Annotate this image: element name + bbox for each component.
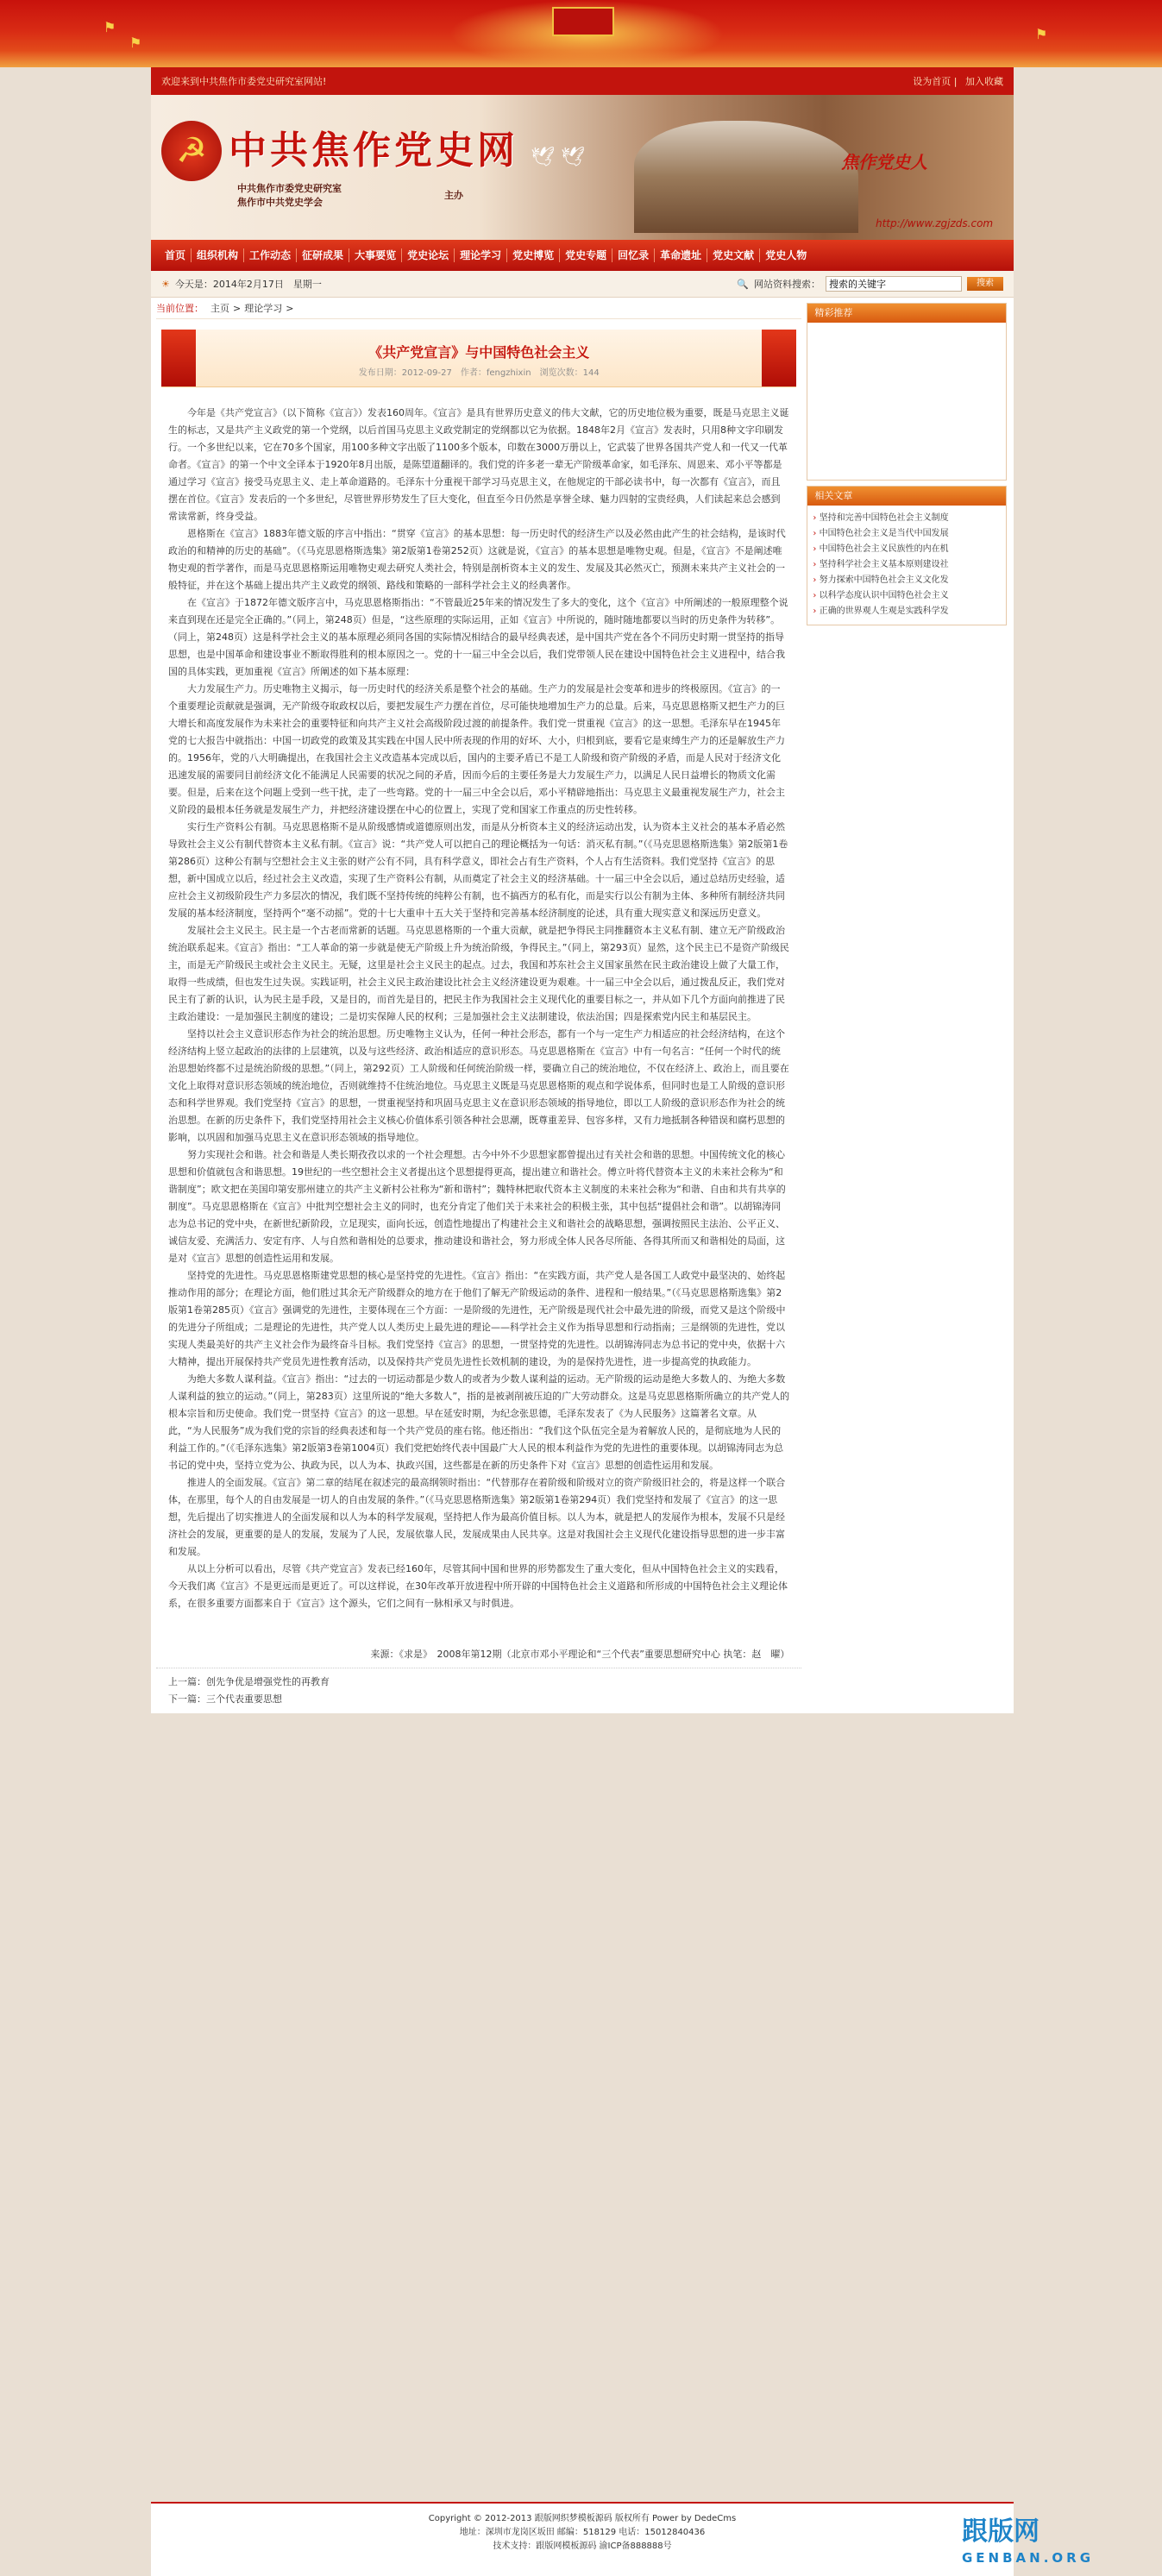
article-paragraph: 今年是《共产党宣言》（以下简称《宣言》）发表160周年。《宣言》是具有世界历史意义的伟大文献，它的历史地位极为重要，既是马克思主义诞生的标志，又是共产主义政党的第一个党纲，以后首国马克思主义政党制定的党纲都以它为依据。1848年2月《宣言》发表时，只用8种文字印刷发行。一个多世纪以来，它在70多个国家，用100多种文字出版了1100多个版本，印数在3000万册以上，它武装了世界各国共产党人和一代又一代革命者。《宣言》的第一个中文全译本于1920年8月出版，是陈望道翻译的。我们党的许多老一辈无产阶级革命家，如毛泽东、周恩来、邓小平等都是通过学习《宣言》接受马克思主义、走上革命道路的。毛泽东十分重视干部学习马克思主义，在他规定的干部必读书中，每一次都有《宣言》，而且摆在首位。《宣言》发表后的一个多世纪，尽管世界形势发生了巨大变化，但直至今日仍然是享誉全球、魅力四射的宝贵经典，人们读起来总会感到常读常新，终身受益。 <box>168 407 789 522</box>
recommend-body <box>807 323 1006 480</box>
right-flag-decor <box>762 330 796 386</box>
article-paragraph: 在《宣言》于1872年德文版序言中，马克思恩格斯指出：“不管最近25年来的情况发生了多大的变化，这个《宣言》中所阐述的一般原理整个说来直到现在还是完全正确的。”（同上，第248页）但是，“这些原理的实际运用，正如《宣言》中所说的，随时随地都要以当时的历史条件为转移”。（同上，第248页）这是科学社会主义的基本原理必须同各国的实际情况相结合的最早经典表述，是中国共产党在各个不同历史时期一贯坚持的指导思想，也是中国革命和建设事业不断取得胜利的根本原因之一。党的十一届三中全会以后，我们党带领人民在建设中国特色社会主义进程中，结合我国的具体实践，更加重视《宣言》所阐述的如下基本原理： <box>168 597 788 677</box>
organizer-host: 主办 <box>444 190 463 201</box>
search-label: 网站资料搜索： <box>754 279 820 290</box>
organizer-line-1: 中共焦作市委党史研究室 <box>237 183 342 194</box>
watermark-sub: GENBAN.ORG <box>962 2550 1095 2566</box>
article-paragraph: 发展社会主义民主。民主是一个古老而常新的话题。马克思恩格斯的一个重大贡献，就是把争得民主同推翻资本主义私有制、建立无产阶级政治统治联系起来。《宣言》指出：“工人革命的第一步就是使无产阶级上升为统治阶级，争得民主。”（同上，第293页）显然，这个民主已不是资产阶级民主，而是无产阶级民主或社会主义民主。无疑，这里是社会主义民主的起点。过去，我国和苏东社会主义国家虽然在民主政治建设上做了大量工作，取得一些成绩，但也发生过失误。实践证明，社会主义民主政治建设比社会主义经济建设更为艰难。十一届三中全会以后，通过拨乱反正，我们党对民主有了新的认识，认为民主是手段，又是目的，而首先是目的，把民主作为我国社会主义现代化的重要目标之一，并从如下几个方面向前推进了民主政治建设：一是加强民主制度的建设；二是切实保障人民的权利；三是加强社会主义法制建设，依法治国；四是探索党内民主和基层民主。 <box>168 925 789 1022</box>
related-link[interactable]: 中国特色社会主义民族性的内在机 <box>819 544 949 554</box>
red-flag-icon: ⚑ <box>104 19 116 35</box>
recommend-box <box>807 303 1007 481</box>
recommend-title: 精彩推荐 <box>807 304 1006 323</box>
article-column <box>151 298 807 1713</box>
prev-article-link[interactable]: 上一篇：创先争优是增强党性的再教育 <box>168 1676 330 1687</box>
footer-copyright: Copyright © 2012-2013 跟版网织梦模板源码 版权所有 Power by DedeCms <box>428 2514 737 2523</box>
prev-next-links <box>156 1668 801 1713</box>
genban-watermark-logo <box>962 2516 1095 2571</box>
site-title: 中共焦作党史网 <box>229 129 518 173</box>
article-paragraph: 恩格斯在《宣言》1883年德文版的序言中指出：“贯穿《宣言》的基本思想：每一历史时代的经济生产以及必然由此产生的社会结构，是该时代政治的和精神的历史的基础”。（《马克思恩格斯选集》第2版第1卷第252页）这就是说，《宣言》的基本思想是唯物史观。但是，《宣言》不是阐述唯物史观的哲学著作，而是马克思恩格斯运用唯物史观去研究人类社会，特别是剖析资本主义的发生、发展及其必然灭亡，预测未来共产主义社会的一般特征，并在这个基础上提出共产主义政党的纲领、路线和策略的一部科学社会主义的经典著作。 <box>168 528 786 591</box>
today-date: 今天是：2014年2月17日 星期一 <box>174 279 322 290</box>
nav-item[interactable]: 首页 <box>160 248 192 262</box>
article-paragraph: 从以上分析可以看出，尽管《共产党宣言》发表已经160年，尽管其间中国和世界的形势都发生了重大变化，但从中国特色社会主义的实践看，今天我们离《宣言》不是更远而是更近了。可以这样说，在30年改革开放进程中所开辟的中国特色社会主义道路和所形成的中国特色社会主义理论体系，在很多重要方面都来自于《宣言》这个源头，它们之间有一脉相承又与时俱进。 <box>168 1563 788 1609</box>
main-nav <box>151 240 1014 271</box>
related-link[interactable]: 努力探索中国特色社会主义文化发 <box>819 575 949 585</box>
breadcrumb: 当前位置： 主页 > 理论学习 > <box>156 298 801 319</box>
article-body <box>156 387 801 1612</box>
nav-item[interactable]: 回忆录 <box>612 248 655 262</box>
nav-item[interactable]: 党史博览 <box>507 248 560 262</box>
related-title: 相关文章 <box>807 487 1006 506</box>
date-search-bar <box>151 271 1014 298</box>
breadcrumb-category[interactable]: 理论学习 <box>244 303 283 314</box>
nav-item[interactable]: 革命遗址 <box>655 248 707 262</box>
related-link[interactable]: 正确的世界观人生观是实践科学发 <box>819 606 949 616</box>
related-box <box>807 486 1007 625</box>
article-paragraph: 大力发展生产力。历史唯物主义揭示，每一历史时代的经济关系是整个社会的基础。生产力的发展是社会变革和进步的终极原因。《宣言》的一个重要理论贡献就是强调，无产阶级夺取政权以后，要把发展生产力摆在首位，尽可能快地增加生产力的总量。后来，马克思恩格斯又把生产力的巨大增长和高度发展作为未来社会的重要特征和向共产主义社会高级阶段过渡的前提条件。我们党一贯重视《宣言》的这一思想。毛泽东早在1945年党的七大报告中就指出：中国一切政党的政策及其实践在中国人民中所表现的作用的好坏、大小，归根到底，要看它是束缚生产力的还是解放生产力的。1956年，党的八大明确提出，在我国社会主义改造基本完成以后，国内的主要矛盾已不是工人阶级和资产阶级的矛盾，而是人民对于经济文化迅速发展的需要同目前经济文化不能满足人民需要的状况之间的矛盾，因而今后的主要任务是大力发展生产力，以满足人民日益增长的物质文化需要。但是，后来在这个问题上受到一些干扰，走了一些弯路。党的十一届三中全会以后，邓小平精辟地指出：马克思主义最重视发展生产力，社会主义阶段的最根本任务就是发展生产力，并把经济建设摆在中心的位置上，实现了党和国家工作重点的历史性转移。 <box>168 683 785 815</box>
banner-slogan: 焦作党史人 <box>841 152 927 173</box>
nav-item[interactable]: 工作动态 <box>244 248 297 262</box>
sidebar <box>807 298 1014 1713</box>
nav-item[interactable]: 党史文献 <box>707 248 760 262</box>
site-banner <box>151 95 1014 240</box>
sun-icon: ☀ <box>161 278 170 290</box>
search-button[interactable]: 搜索 <box>967 277 1003 291</box>
welcome-bar <box>151 67 1014 95</box>
party-emblem-icon: ☭ <box>161 121 222 181</box>
article-meta: 发布日期：2012-09-27 作者：fengzhixin 浏览次数：144 <box>358 368 600 378</box>
left-flag-decor <box>161 330 196 386</box>
nav-item[interactable]: 党史人物 <box>765 249 807 261</box>
waterfall-image <box>634 121 858 233</box>
nav-item[interactable]: 征研成果 <box>297 248 349 262</box>
article-paragraph: 为绝大多数人谋利益。《宣言》指出：“过去的一切运动都是少数人的或者为少数人谋利益的运动。无产阶级的运动是绝大多数人的、为绝大多数人谋利益的独立的运动。”（同上，第283页）这里所说的“绝大多数人”，指的是被剥削被压迫的广大劳动群众。这是马克思恩格斯所确立的共产党人的根本宗旨和历史使命。我们党一贯坚持《宣言》的这一思想。早在延安时期，为纪念张思德，毛泽东发表了《为人民服务》这篇著名文章。从此，“为人民服务”成为我们党的宗旨的经典表述和每一个共产党员的座右铭。他还指出：“我们这个队伍完全是为着解放人民的，是彻底地为人民的利益工作的。”（《毛泽东选集》第2版第3卷第1004页）我们党把始终代表中国最广大人民的根本利益作为党的先进性的重要体现。以胡锦涛同志为总书记的党中央，坚持立党为公、执政为民，以人为本、执政兴国，这些都是在新的历史条件下对《宣言》思想的创造性运用和发展。 <box>168 1373 790 1471</box>
nav-item[interactable]: 组织机构 <box>192 248 244 262</box>
breadcrumb-home[interactable]: 主页 <box>210 303 229 314</box>
next-article-link[interactable]: 下一篇：三个代表重要思想 <box>168 1693 282 1705</box>
set-homepage-link[interactable]: 设为首页 <box>913 76 952 87</box>
banner-url: http://www.zgjzds.com <box>876 217 994 229</box>
article-paragraph: 实行生产资料公有制。马克思恩格斯不是从阶级感情或道德原则出发，而是从分析资本主义的经济运动出发，认为资本主义社会的基本矛盾必然导致社会主义公有制代替资本主义私有制。《宣言》说：“共产党人可以把自己的理论概括为一句话：消灭私有制。”（《马克思恩格斯选集》第2版第1卷第286页）这种公有制与空想社会主义主张的财产公有不同，具有科学意义，即社会占有生产资料，个人占有生活资料。我们党坚持《宣言》的思想，新中国成立以后，经过社会主义改造，实现了生产资料公有制，从而奠定了社会主义的经济基础。十一届三中全会以后，通过总结历史经验，适应社会主义初级阶段生产力多层次的情况，我们既不坚持传统的纯粹公有制，也不搞西方的私有化，而是实行以公有制为主体、多种所有制经济共同发展的基本经济制度，坚持两个“毫不动摇”。党的十七大重申十五大关于坚持和完善基本经济制度的论述，具有重大现实意义和深远历史意义。 <box>168 821 788 919</box>
welcome-text: 欢迎来到中共焦作市委党史研究室网站! <box>161 76 327 87</box>
page-wrapper <box>151 67 1014 1713</box>
article-paragraph: 坚持党的先进性。马克思恩格斯建党思想的核心是坚持党的先进性。《宣言》指出：“在实践方面，共产党人是各国工人政党中最坚决的、始终起推动作用的部分；在理论方面，他们胜过其余无产阶级群众的地方在于他们了解无产阶级运动的条件、进程和一般结果。”（《马克思恩格斯选集》第2版第1卷第285页）《宣言》强调党的先进性，主要体现在三个方面：一是阶级的先进性，无产阶级是现代社会中最先进的阶级，而党又是这个阶级中的先进分子所组成；二是理论的先进性，共产党人以人类历史上最先进的理论——科学社会主义作为指导思想和行动指南；三是纲领的先进性，党以实现人类最美好的共产主义社会作为最终奋斗目标。我们党坚持《宣言》的思想，一贯坚持党的先进性。以胡锦涛同志为总书记的党中央，依据十六大精神，提出开展保持共产党员先进性教育活动，以及保持共产党员先进性长效机制的建设，为的是保持先进性，进一步提高党的执政能力。 <box>168 1270 786 1367</box>
main-content <box>151 298 1014 1713</box>
nav-item[interactable]: 党史专题 <box>560 248 612 262</box>
related-link[interactable]: 坚持和完善中国特色社会主义制度 <box>819 513 949 523</box>
article-header <box>161 330 796 387</box>
nav-item[interactable]: 党史论坛 <box>402 248 455 262</box>
footer-address: 地址：深圳市龙岗区坂田 邮编：518129 电话：15012840436 <box>459 2528 706 2537</box>
related-link[interactable]: 以科学态度认识中国特色社会主义 <box>819 591 949 600</box>
article-source: 来源：《求是》 2008年第12期（北京市邓小平理论和“三个代表”重要思想研究中心 执笔：赵 曜） <box>370 1649 790 1660</box>
top-links: 设为首页 | 加入收藏 <box>913 76 1003 87</box>
nav-item[interactable]: 大事要览 <box>349 248 402 262</box>
add-favorite-link[interactable]: 加入收藏 <box>965 76 1003 87</box>
site-footer <box>151 2502 1014 2576</box>
related-link[interactable]: 中国特色社会主义是当代中国发展 <box>819 529 949 538</box>
related-link[interactable]: 坚持科学社会主义基本原则建设社 <box>819 560 949 569</box>
article-paragraph: 坚持以社会主义意识形态作为社会的统治思想。历史唯物主义认为，任何一种社会形态，都有一个与一定生产力相适应的社会经济结构，在这个经济结构上竖立起政治的法律的上层建筑，以及与这些经济、政治相适应的意识形态。马克思恩格斯在《宣言》中有一句名言：“任何一个时代的统治思想始终都不过是统治阶级的思想。”（同上，第292页）工人阶级和任何统治阶级一样，要确立自己的统治地位，不仅在经济上、政治上，而且要在文化上取得对意识形态领域的统治地位，否则就维持不住统治地位。马克思主义既是马克思恩格斯的观点和学说体系，但同时也是工人阶级的意识形态和科学世界观。我们党坚持《宣言》的思想，一贯重视坚持和巩固马克思主义在意识形态领域的指导地位，即以工人阶级的意识形态作为社会的统治思想。在新的历史条件下，我们党坚持用社会主义核心价值体系引领各种社会思潮，既尊重差异、包容多样，又有力地抵制各种错误和腐朽思想的影响，以巩固和加强马克思主义在意识形态领域的指导地位。 <box>168 1028 789 1143</box>
breadcrumb-label: 当前位置： <box>156 303 204 314</box>
red-flag-icon: ⚑ <box>1035 26 1048 42</box>
doves-icon: 🕊 🕊 <box>531 147 585 168</box>
article-paragraph: 推进人的全面发展。《宣言》第二章的结尾在叙述完的最高纲领时指出：“代替那存在着阶级和阶级对立的资产阶级旧社会的，将是这样一个联合体，在那里，每个人的自由发展是一切人的自由发展的条件。”（《马克思恩格斯选集》第2版第1卷第294页）我们党坚持和发展了《宣言》的这一思想，先后提出了切实推进人的全面发展和以人为本的科学发展观，坚持把人作为最高价值目标。以人为本，就是把人的发展作为根本，发展不只是经济社会的发展，更重要的是人的发展，发展为了人民，发展依靠人民，发展成果由人民共享。这是对我国社会主义现代化建设指导思想的进一步丰富和发展。 <box>168 1477 786 1557</box>
watermark-main: 跟版网 <box>962 2516 1040 2547</box>
article-paragraph: 努力实现社会和谐。社会和谐是人类长期孜孜以求的一个社会理想。古今中外不少思想家都曾提出过有关社会和谐的思想。中国传统文化的核心思想和价值就包含和谐思想。19世纪的一些空想社会主义者提出这个思想提得更高，提出建立和谐社会。傅立叶将代替资本主义的未来社会称为“和谐制度”；欧文把在美国印第安那州建立的共产主义新村公社称为“新和谐村”；魏特林把取代资本主义制度的未来社会称为“和谐、自由和共有共享的制度”。马克思恩格斯在《宣言》中批判空想社会主义的同时，也充分肯定了他们关于未来社会的积极主张，其中包括“提倡社会和谐”。以胡锦涛同志为总书记的党中央，在新世纪新阶段，立足现实，面向长远，创造性地提出了构建社会主义和谐社会的战略思想，强调按照民主法治、公平正义、诚信友爱、充满活力、安定有序、人与自然和谐相处的总要求，推动建设和谐社会，努力形成全体人民各尽所能、各得其所而又和谐相处的局面，这是对《宣言》思想的创造性运用和发展。 <box>168 1149 786 1264</box>
tiananmen-icon <box>552 7 614 36</box>
footer-support: 技术支持：跟版网模板源码 渝ICP备888888号 <box>493 2541 672 2551</box>
organizer-line-2: 焦作市中共党史学会 <box>237 197 323 208</box>
search-icon: 🔍 <box>737 278 749 290</box>
search-input[interactable] <box>826 276 962 292</box>
related-list <box>807 506 1006 625</box>
nav-item[interactable]: 理论学习 <box>455 248 507 262</box>
article-title: 《共产党宣言》与中国特色社会主义 <box>368 344 590 361</box>
red-flag-icon: ⚑ <box>129 35 142 51</box>
festive-top-band <box>0 0 1162 67</box>
